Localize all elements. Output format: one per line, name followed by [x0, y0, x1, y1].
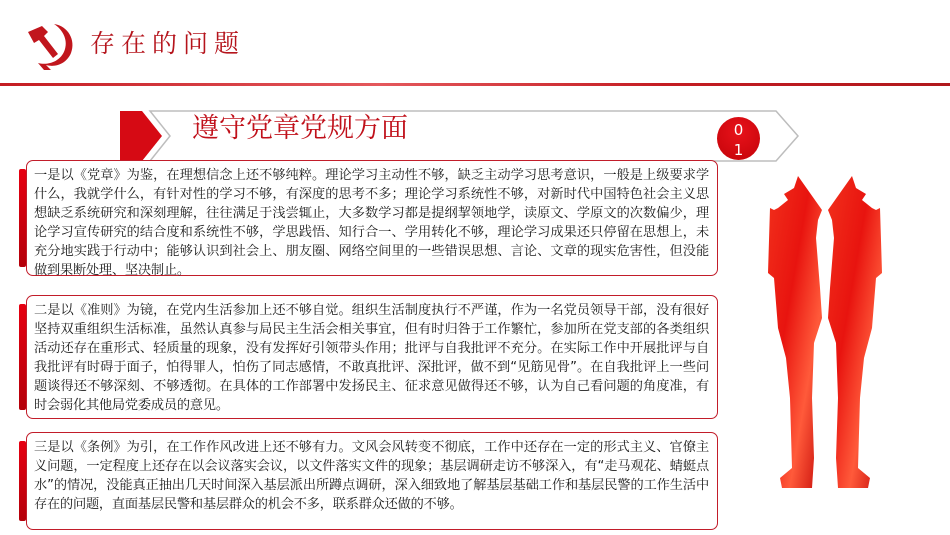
slide-header	[0, 0, 950, 86]
issue-card-1	[26, 160, 718, 276]
header-divider	[0, 83, 950, 86]
section-banner	[120, 101, 800, 157]
card-accent-bar	[19, 304, 26, 410]
soldier-silhouettes-illustration	[760, 168, 890, 508]
card-accent-bar	[19, 441, 26, 521]
card-accent-bar	[19, 169, 26, 267]
issue-text: 二是以《准则》为镜，在党内生活参加上还不够自觉。组织生活制度执行不严谨，作为一名党员领导干部，没有很好坚持双重组织生活标准，虽然认真参与局民主生活会相关事宜，但有时归咎于工作繁忙，参加所在党支部的各类组织活动还存在重形式、轻质量的现象，没有发挥好引领带头作用；批评与自我批评不充分。在实际工作中开展批评与自我批评有时碍于面子，怕得罪人，怕伤了同志感情，不敢真批评、深批评，做不到“见筋见骨”。在自我批评上一些问题谈得还不够深刻、不够透彻。在具体的工作部署中发扬民主、征求意见做得还不够，认为自己看问题的角度准，有时会弱化其他局党委成员的意见。	[34, 303, 709, 413]
issue-text: 一是以《党章》为鉴，在理想信念上还不够纯粹。理论学习主动性不够，缺乏主动学习思考意识，一般是上级要求学什么，我就学什么，有针对性的学习不够，有深度的思考不多；理论学习系统性不够，对新时代中国特色社会主义思想缺乏系统研究和深刻理解，往往满足于浅尝辄止，大多数学习都是提纲挈领地学，读原文、学原文的次数偏少，理论学习宣传研究的结合度和系统性不够，学思践悟、知行合一、学用转化不够，理论学习成果还只停留在思想上，未充分地实践于行动中；能够认识到社会上、朋友圈、网络空间里的一些错误思想、言论、文章的现实危害性，但没能做到果断处理、坚决制止。	[34, 168, 709, 278]
hammer-sickle-icon	[24, 18, 78, 72]
issue-card-2	[26, 295, 718, 419]
issue-text: 三是以《条例》为引，在工作作风改进上还不够有力。文风会风转变不彻底，工作中还存在一定的形式主义、官僚主义问题，一定程度上还存在以会议落实会议，以文件落实文件的现象；基层调研走访不够深入，有“走马观花、蜻蜓点水”的情况，没能真正抽出几天时间深入基层派出所蹲点调研，深入细致地了解基层基础工作和基层民警的工作生活中存在的问题，直面基层民警和基层群众的机会不多，联系群众还做的不够。	[34, 440, 709, 512]
page-title: 存在的问题	[90, 29, 246, 58]
issue-card-3	[26, 432, 718, 530]
section-number-badge	[717, 117, 760, 160]
section-number: 01	[733, 121, 744, 159]
section-title: 遵守党章党规方面	[192, 113, 408, 144]
